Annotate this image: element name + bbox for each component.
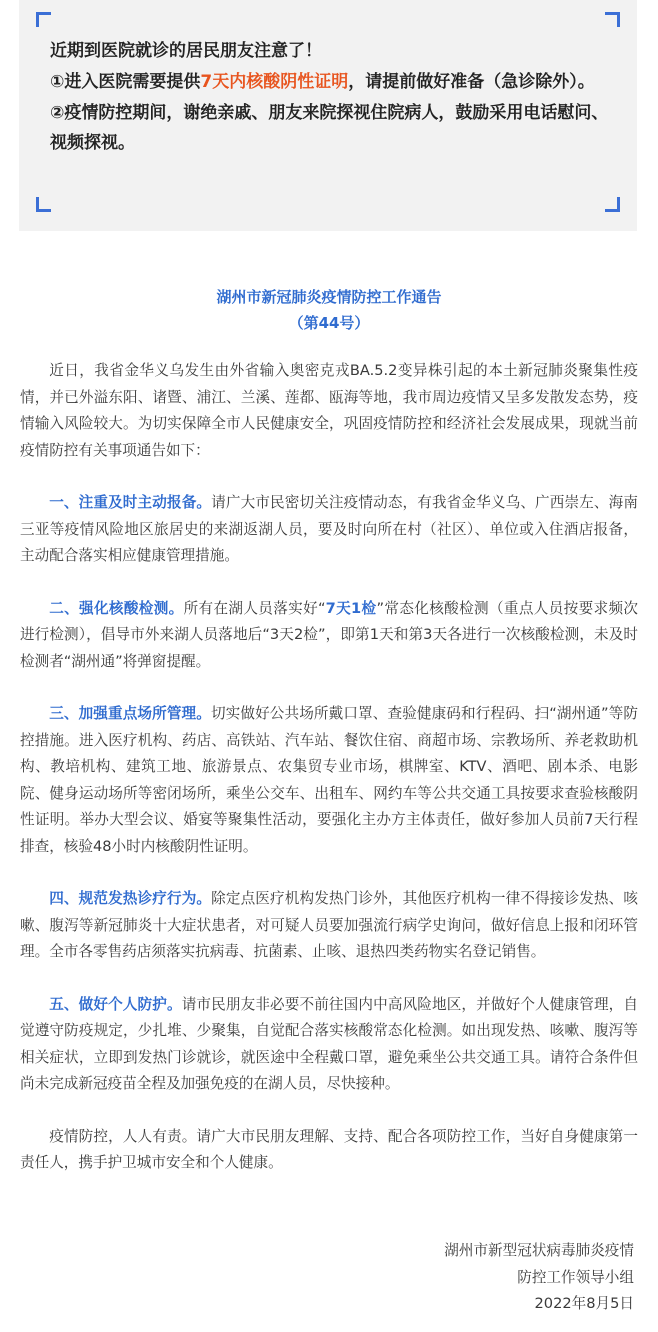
section-3-text: 切实做好公共场所戴口罩、查验健康码和行程码、扫“湖州通”等防控措施。进入医疗机构、药店、高铁站、汽车站、餐饮住宿、商超市场、宗教场所、养老救助机构、教培机构、建筑工地、旅游景点、农集贸专业市场，棋牌室、KTV、酒吧、剧本杀、电影院、健身运动场所等密闭场所，乘坐公交车、出租车、网约车等公共交通工具按要求查验核酸阴性证明。举办大型会议、婚宴等聚集性活动，要强化主办方主体责任，做好参加人员前7天行程排查，核验48小时内核酸阴性证明。 bbox=[20, 705, 638, 855]
notice-box bbox=[19, 0, 637, 231]
section-3 bbox=[20, 701, 638, 860]
signature-block bbox=[444, 1238, 634, 1318]
intro-paragraph: 近日，我省金华义乌发生由外省输入奥密克戎BA.5.2变异株引起的本土新冠肺炎聚集性疫情，并已外溢东阳、诸暨、浦江、兰溪、莲都、瓯海等地，我市周边疫情又呈多发散发态势，疫情输入风险较大。为切实保障全市人民健康安全，巩固疫情防控和经济社会发展成果，现就当前疫情防控有关事项通告如下： bbox=[20, 362, 638, 459]
notice-heading: 近期到医院就诊的居民朋友注意了！ bbox=[50, 41, 322, 61]
section-4-title: 四、规范发热诊疗行为。 bbox=[49, 890, 212, 907]
notice-item-1-highlight: 7天内核酸阴性证明 bbox=[200, 72, 349, 92]
section-5-text: 请市民朋友非必要不前往国内中高风险地区，并做好个人健康管理，自觉遵守防疫规定，少扎堆、少聚集，自觉配合落实核酸常态化检测。如出现发热、咳嗽、腹泻等相关症状，立即到发热门诊就诊，就医途中全程戴口罩，避免乘坐公共交通工具。请符合条件但尚未完成新冠疫苗全程及加强免疫的在湖人员，尽快接种。 bbox=[20, 995, 638, 1092]
section-1-title: 一、注重及时主动报备。 bbox=[49, 494, 212, 511]
notice-text bbox=[50, 36, 610, 159]
notice-item-1 bbox=[50, 67, 610, 97]
signature-org-line-2: 防控工作领导小组 bbox=[517, 1268, 634, 1286]
section-4-text: 除定点医疗机构发热门诊外，其他医疗机构一律不得接诊发热、咳嗽、腹泻等新冠肺炎十大症状患者，对可疑人员要加强流行病学史询问，做好信息上报和闭环管理。全市各零售药店须落实抗病毒、抗菌素、止咳、退热四类药物实名登记销售。 bbox=[20, 890, 638, 960]
section-2-title: 二、强化核酸检测。 bbox=[49, 599, 184, 617]
signature-date: 2022年8月5日 bbox=[534, 1295, 634, 1312]
section-3-title: 三、加强重点场所管理。 bbox=[49, 705, 211, 722]
corner-bracket-top-left bbox=[36, 12, 51, 27]
closing-paragraph: 疫情防控，人人有责。请广大市民朋友理解、支持、配合各项防控工作，当好自身健康第一责任人，携手护卫城市安全和个人健康。 bbox=[20, 1127, 638, 1171]
section-5-title: 五、做好个人防护。 bbox=[49, 995, 182, 1013]
corner-bracket-bottom-left bbox=[36, 197, 51, 212]
section-2 bbox=[20, 596, 638, 676]
section-2-text-a: 所有在湖人员落实好“ bbox=[183, 599, 326, 617]
section-5 bbox=[20, 992, 638, 1098]
notice-item-1-prefix: ①进入医院需要提供 bbox=[50, 72, 201, 92]
section-2-bold: 7天1检 bbox=[325, 599, 377, 617]
section-1 bbox=[20, 490, 638, 570]
notice-item-1-suffix: ，请提前做好准备（急诊除外）。 bbox=[348, 72, 595, 92]
announcement-body bbox=[20, 358, 638, 1177]
notice-item-2: ②疫情防控期间，谢绝亲戚、朋友来院探视住院病人，鼓励采用电话慰问、视频探视。 bbox=[50, 103, 609, 153]
announcement-number: （第44号） bbox=[288, 314, 370, 332]
announcement-title: 湖州市新冠肺炎疫情防控工作通告 bbox=[216, 288, 442, 306]
section-4 bbox=[20, 886, 638, 966]
section-1-text: 请广大市民密切关注疫情动态，有我省金华义乌、广西崇左、海南三亚等疫情风险地区旅居史的来湖返湖人员，要及时向所在村（社区）、单位或入住酒店报备，主动配合落实相应健康管理措施。 bbox=[20, 494, 638, 564]
corner-bracket-top-right bbox=[605, 12, 620, 27]
section-2-text-b: ”常态化核酸检测（重点人员按要求频次进行检测），倡导市外来湖人员落地后“3天2检”，即第1天和第3天各进行一次核酸检测，未及时检测者“湖州通”将弹窗提醒。 bbox=[20, 599, 638, 670]
signature-org-line-1: 湖州市新型冠状病毒肺炎疫情 bbox=[444, 1242, 634, 1259]
corner-bracket-bottom-right bbox=[605, 197, 620, 212]
